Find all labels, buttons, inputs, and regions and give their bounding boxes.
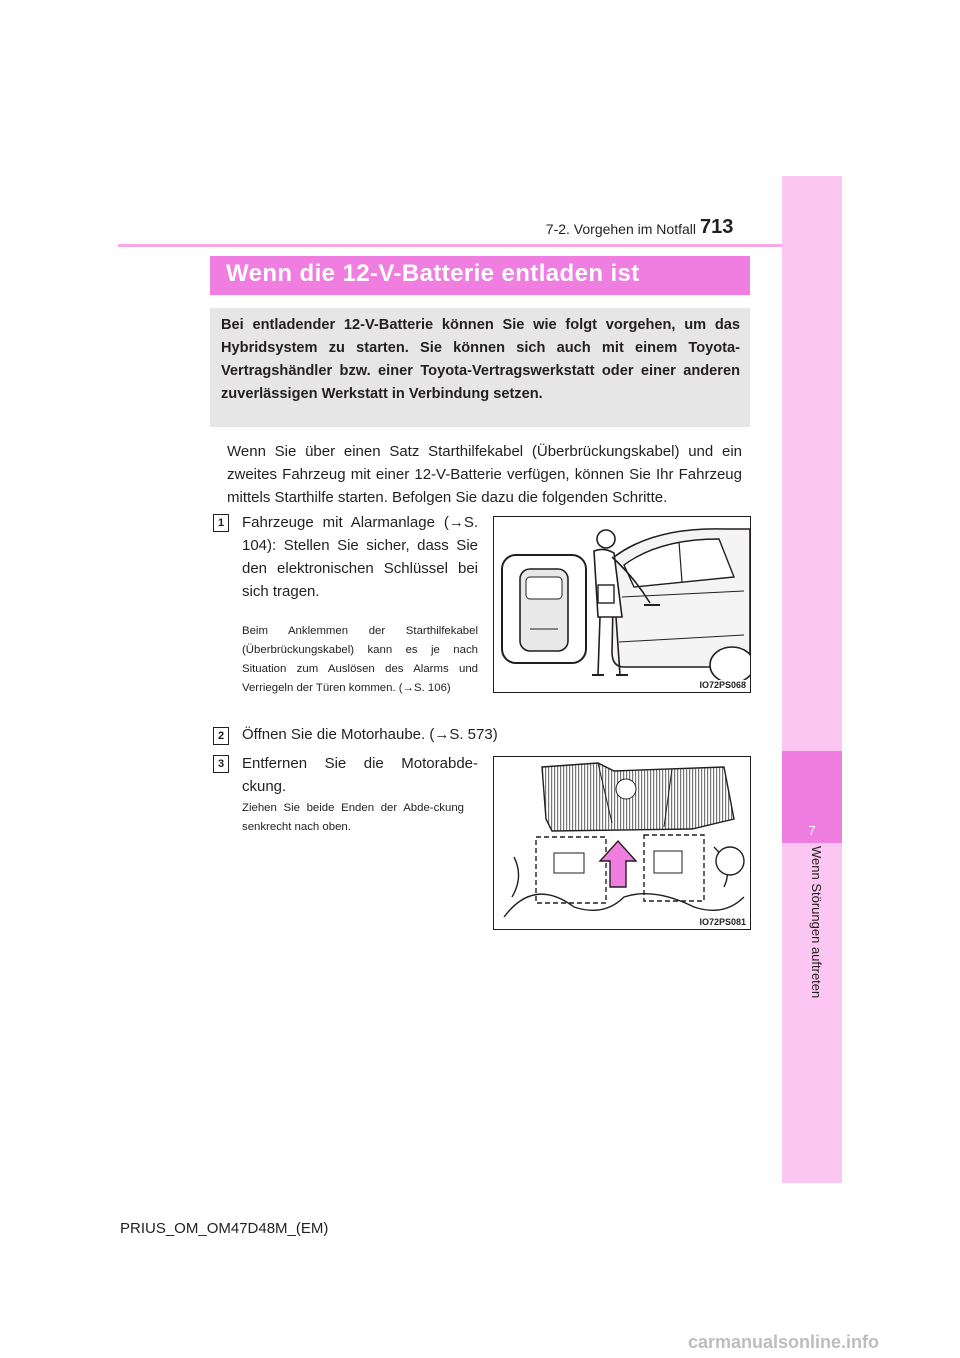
- page-title: Wenn die 12-V-Batterie entladen ist: [226, 260, 640, 287]
- page-number: 713: [700, 216, 734, 238]
- step-1-note: Beim Anklemmen der Starthilfekabel (Überbrückungskabel) kann es je nach Situation zum Auslösen des Alarms und Verriegeln der Türen kommen. (→S. 106): [242, 625, 478, 694]
- step-number-1: 1: [213, 514, 229, 532]
- step-number-3: 3: [213, 755, 229, 773]
- document-footer: PRIUS_OM_OM47D48M_(EM): [120, 1220, 329, 1237]
- chapter-side-strip: [782, 176, 842, 1183]
- engine-cover-illustration: [493, 756, 751, 930]
- step-2-text: Öffnen Sie die Motorhaube. (→S. 573): [242, 726, 498, 743]
- figure-id: IO72PS081: [699, 917, 746, 927]
- chapter-number: 7: [808, 823, 816, 838]
- person-at-car-door-illustration: [494, 517, 750, 692]
- chapter-title: Wenn Störungen auftreten: [809, 846, 824, 999]
- engine-cover-removal-illustration: [494, 757, 750, 929]
- section-header: 7-2. Vorgehen im Notfall: [545, 221, 696, 237]
- key-illustration: [493, 516, 751, 693]
- step-3-note: Ziehen Sie beide Enden der Abde-ckung senkrecht nach oben.: [242, 802, 464, 833]
- figure-id: IO72PS068: [699, 680, 746, 690]
- step-number-2: 2: [213, 727, 229, 745]
- watermark: carmanualsonline.info: [688, 1332, 880, 1352]
- header-divider: [118, 244, 840, 247]
- intro-paragraph: Wenn Sie über einen Satz Starthilfekabel (Überbrückungskabel) und ein zweites Fahrzeug mit einer 12-V-Batterie verfügen, können Sie Ihr Fahrzeug mittels Starthilfe starten. Befolgen Sie dazu die folgenden Schritte.: [227, 443, 742, 506]
- intro-text: Bei entladender 12-V-Batterie können Sie wie folgt vorgehen, um das Hybridsystem zu starten. Sie können sich auch mit einem Toyota-Vertragshändler bzw. einer Toyota-Vertragswerkstatt oder einer anderen zuverlässigen Werkstatt in Verbindung setzen.: [221, 317, 740, 402]
- step-1-text: Fahrzeuge mit Alarmanlage (→S. 104): Stellen Sie sicher, dass Sie den elektronischen Schlüssel bei sich tragen.: [242, 514, 478, 600]
- step-3-text: Entfernen Sie die Motorabde-ckung.: [242, 755, 478, 795]
